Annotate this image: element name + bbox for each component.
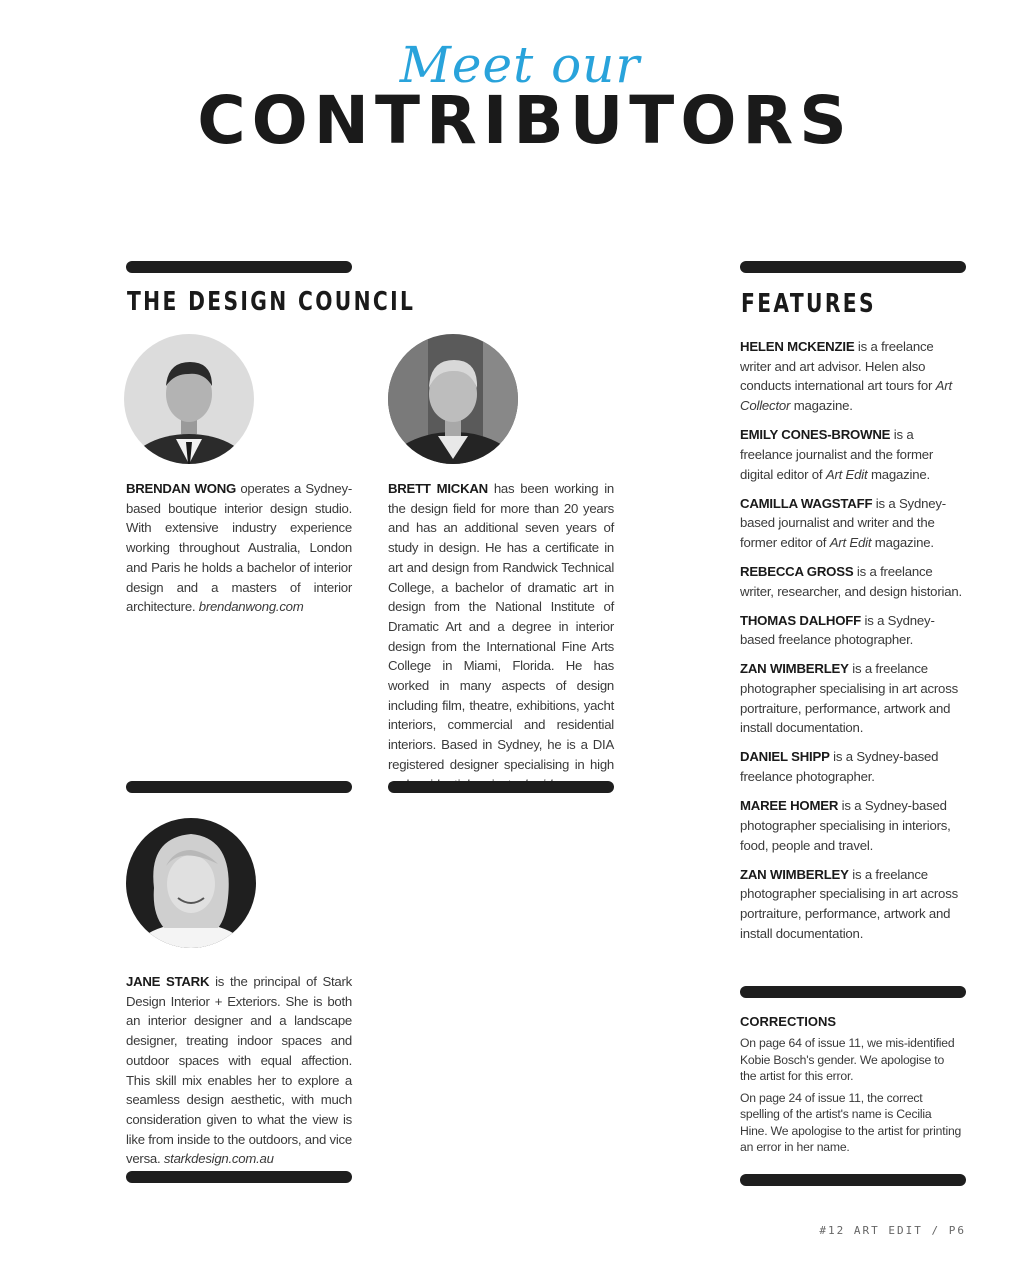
section-title-features: FEATURES — [741, 289, 876, 319]
bio-brett-mickan — [388, 479, 614, 794]
feature-item — [740, 494, 968, 553]
feature-text: is a Sydney-based photographer specialising in interiors, food, people and travel. — [740, 798, 951, 853]
feature-name: REBECCA GROSS — [740, 563, 854, 579]
feature-name: HELEN MCKENZIE — [740, 339, 855, 354]
page-title: CONTRIBUTORS — [197, 82, 853, 159]
feature-item — [740, 337, 968, 416]
feature-text: is a Sydney-based freelance photographer. — [740, 612, 935, 648]
correction-paragraph: On page 24 of issue 11, the correct spelling of the artist's name is Cecilia Hine. We apologise to the artist for printing an error in her name. — [740, 1090, 962, 1154]
page-footer: #12 ART EDIT / P6 — [819, 1224, 966, 1237]
divider-bar — [126, 261, 352, 273]
feature-text: is a freelance journalist and the former digital editor of — [740, 427, 934, 482]
feature-name: THOMAS DALHOFF — [740, 612, 862, 628]
feature-item — [740, 562, 968, 601]
feature-text: magazine. — [790, 398, 853, 414]
divider-bar — [740, 1174, 966, 1186]
features-list — [740, 337, 968, 953]
divider-bar — [388, 781, 614, 793]
feature-name: CAMILLA WAGSTAFF — [740, 495, 873, 511]
feature-text: is a Sydney-based freelance photographer. — [740, 749, 939, 785]
feature-name: ZAN WIMBERLEY — [740, 866, 849, 882]
portrait-brendan-wong — [124, 334, 254, 464]
section-title-design-council: THE DESIGN COUNCIL — [127, 287, 416, 317]
bio-text: operates a Sydney-based boutique interior design studio. With extensive industry experience working throughout Australia, London and Paris he holds a bachelor of interior design and a masters of interior architecture. — [126, 481, 352, 615]
bio-text: has been working in the design field for more than 20 years and has an additional seven years of study in design. He has a certificate in art and design from Randwick Technical College, a bachelor of dramatic art in design from the National Institute of Dramatic Art and a degree in interior design from the International Fine Arts College in Miami, Florida. He has worked in many aspects of design including film, theatre, exhibitions, yacht interiors, commercial and residential interiors. Based in Sydney, he is a DIA registered designer specialising in high — [388, 481, 614, 772]
feature-publication: Art Edit — [825, 466, 868, 482]
feature-text: is a Sydney-based journalist and writer and the former editor of — [740, 495, 946, 550]
bio-text: is the principal of Stark Design Interior + Exteriors. She is both an interior designer and a landscape designer, treating indoor spaces and outdoor spaces with equal affection. This skill mix enables her to explore a seamless design aesthetic, with much consideration given to what the view is like from inside to the outdoors, and vice versa. — [126, 974, 352, 1167]
feature-text: is a freelance photographer specialising in art across portraiture, performance, artwork and install documentation. — [740, 661, 958, 736]
corrections-title: CORRECTIONS — [740, 1014, 837, 1029]
divider-bar — [126, 1171, 352, 1183]
portrait-jane-stark — [126, 818, 256, 948]
divider-bar — [740, 986, 966, 998]
portrait-brett-mickan — [388, 334, 518, 464]
feature-publication: Art Edit — [829, 534, 872, 550]
feature-name: DANIEL SHIPP — [740, 749, 830, 765]
feature-item — [740, 659, 968, 738]
feature-item — [740, 865, 968, 944]
feature-text: is a freelance writer, researcher, and design historian. — [740, 563, 962, 599]
feature-name: MAREE HOMER — [740, 798, 839, 814]
divider-bar — [740, 261, 966, 273]
feature-item — [740, 611, 968, 650]
bio-brendan-wong — [126, 479, 352, 617]
divider-bar — [126, 781, 352, 793]
feature-item — [740, 796, 968, 855]
bio-jane-stark — [126, 972, 352, 1169]
feature-text: is a freelance photographer specialising in art across portraiture, performance, artwork and install documentation. — [740, 866, 958, 941]
feature-publication: Art Collector — [740, 378, 952, 414]
bio-link: brendanwong.com — [198, 599, 304, 615]
script-title: Meet our — [399, 36, 641, 94]
feature-text: is a freelance writer and art advisor. Helen also conducts international art tours for — [740, 339, 936, 394]
bio-name: JANE STARK — [126, 974, 210, 989]
feature-text: magazine. — [871, 534, 934, 550]
feature-item — [740, 747, 968, 786]
feature-text: magazine. — [867, 466, 930, 482]
feature-name: ZAN WIMBERLEY — [740, 661, 849, 677]
feature-name: EMILY CONES-BROWNE — [740, 427, 891, 443]
bio-name: BRETT MICKAN — [388, 481, 488, 496]
bio-link: starkdesign.com.au — [163, 1151, 274, 1167]
correction-paragraph: On page 64 of issue 11, we mis-identified Kobie Bosch's gender. We apologise to the artist for this error. — [740, 1036, 955, 1083]
feature-item — [740, 425, 968, 484]
corrections-body — [740, 1035, 962, 1161]
bio-name: BRENDAN WONG — [126, 481, 236, 496]
